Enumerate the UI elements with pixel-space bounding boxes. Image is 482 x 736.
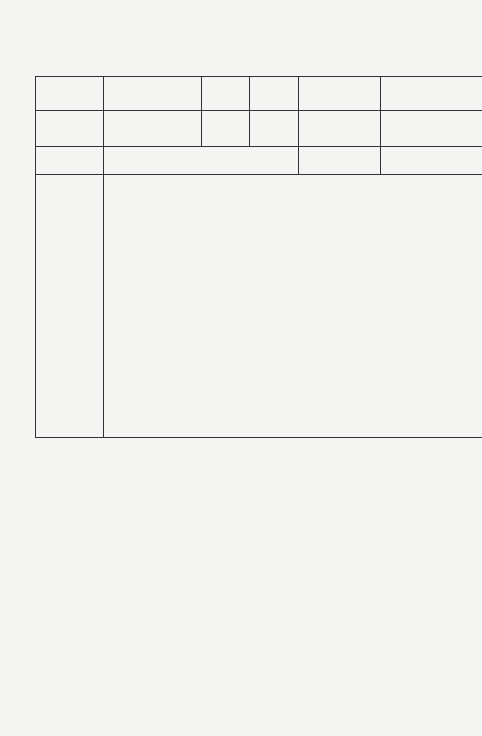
age-options[interactable]	[381, 77, 482, 111]
contact-label	[299, 147, 381, 175]
address-label	[36, 147, 104, 175]
survey-table	[35, 76, 482, 438]
ethnicity-value[interactable]	[250, 111, 299, 147]
ethnicity-label	[202, 111, 250, 147]
occupation-options[interactable]	[104, 111, 202, 147]
occupation-label	[36, 111, 104, 147]
education-label	[299, 111, 381, 147]
gender-value[interactable]	[250, 77, 299, 111]
name-value[interactable]	[104, 77, 202, 111]
age-label	[299, 77, 381, 111]
address-value[interactable]	[104, 147, 299, 175]
phone-value[interactable]	[381, 147, 482, 175]
project-description	[104, 175, 482, 438]
project-info-label	[36, 175, 104, 438]
name-label	[36, 77, 104, 111]
gender-label	[202, 77, 250, 111]
education-options[interactable]	[381, 111, 482, 147]
